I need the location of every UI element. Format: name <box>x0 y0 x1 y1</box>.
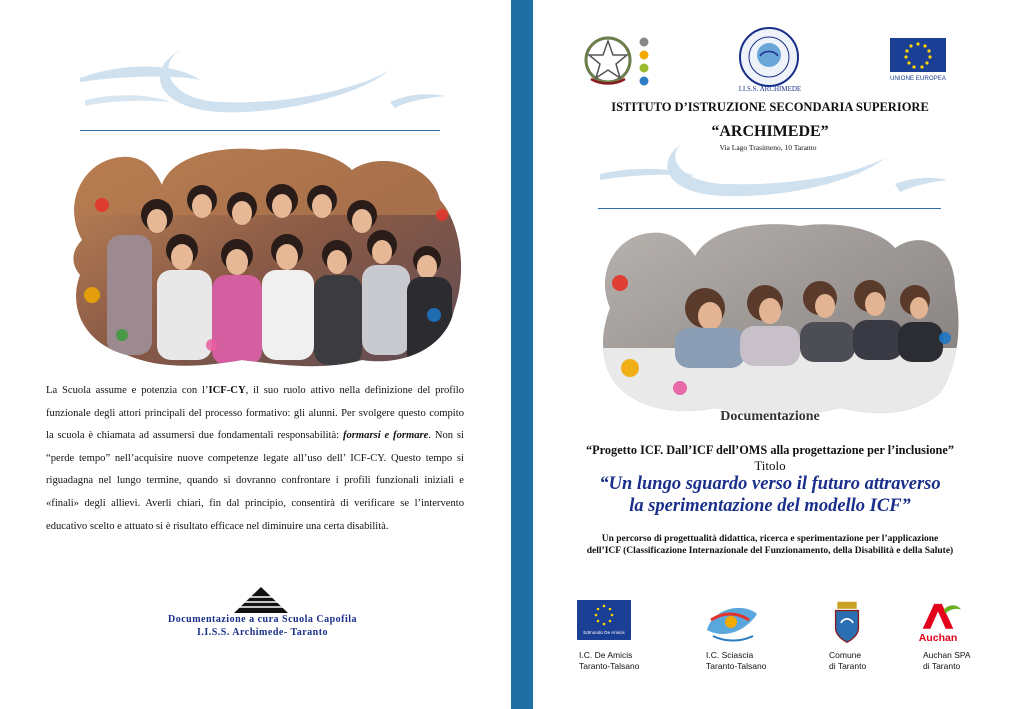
footer-credit-line1: Documentazione a cura Scuola Capofila <box>167 614 358 625</box>
divider-rule-right <box>598 208 941 209</box>
divider-rule <box>80 130 440 131</box>
sciascia-logo <box>703 600 761 644</box>
partner-name: Comune <box>829 650 862 660</box>
auchan-logo <box>912 600 964 644</box>
main-title <box>530 473 1010 517</box>
students-group-photo <box>62 145 470 373</box>
eu-flag-logo <box>888 36 948 82</box>
partner-comune <box>829 650 866 672</box>
project-title: “Progetto ICF. Dall’ICF dell’OMS alla progettazione per l’inclusione” <box>586 443 954 457</box>
emphasis-formarsi: formarsi e formare <box>342 430 429 442</box>
body-part-3: . Non si “perde tempo” nell’acquisire nuove competenze legate all’uso dell’ ICF-CY. Questo tempo si riguadagna nel lungo termine, quando si dovranno confrontare i profili funzionali iniziali e «finali» degli allievi. Averli chiari, fin dal principio, consentirà di verificare se l’intervento educativo scelto e attuato si è risultato efficace nel diminuire una certa disabilità. <box>46 430 465 532</box>
body-part-2: , il suo ruolo attivo nella definizione del profilo funzionale degli attori principali del processo formativo: gli alunni. Per svolgere questo compito la scuola è chiamata ad assumersi due fondamentali responsabilità: <box>46 385 464 442</box>
iiss-archimede-seal <box>738 26 800 88</box>
auchan-logo-text: Auchan <box>918 632 958 644</box>
body-part-1: La Scuola assume e potenzia con l’ <box>46 385 209 396</box>
partner-place: Taranto-Talsano <box>706 661 767 671</box>
partner-name: I.C. De Amicis <box>579 650 633 660</box>
de-amicis-logo <box>577 600 631 644</box>
eu-label: UNIONE EUROPEA <box>889 75 947 82</box>
footer-credit-line2: I.I.S.S. Archimede- Taranto <box>196 627 329 638</box>
archimede-pyramid-logo <box>232 585 290 615</box>
documentation-label: Documentazione <box>720 409 820 424</box>
partner-place: di Taranto <box>829 661 867 671</box>
comune-taranto-crest <box>830 600 864 644</box>
project-description <box>540 533 1000 557</box>
partner-name: Auchan SPA <box>923 650 971 660</box>
italian-republic-emblem <box>583 35 633 87</box>
partner-name: I.C. Sciascia <box>706 650 754 660</box>
de-amicis-logo-text: Edmondo De Amicis <box>583 630 625 635</box>
partner-auchan <box>923 650 971 672</box>
description-line1: Un percorso di progettualità didattica, ricerca e sperimentazione per l’applicazione <box>601 534 939 544</box>
description-line2: dell’ICF (Classificazione Internazionale del Funzionamento, della Disabilità e della Salute) <box>586 546 954 556</box>
partner-sciascia <box>706 650 766 672</box>
institute-heading: ISTITUTO D’ISTRUZIONE SECONDARIA SUPERIORE <box>611 100 929 114</box>
intro-paragraph <box>46 380 464 538</box>
decorative-swoosh <box>60 40 450 120</box>
partner-de-amicis <box>579 650 639 672</box>
partner-place: Taranto-Talsano <box>579 661 640 671</box>
color-dots-icon <box>636 36 652 90</box>
icf-cy-term: ICF-CY <box>208 385 246 396</box>
school-logo-caption: I.I.S.S. ARCHIMEDE <box>738 85 802 93</box>
titolo-label: Titolo <box>754 458 786 473</box>
partner-place: di Taranto <box>923 661 961 671</box>
teachers-workshop-photo <box>595 218 960 418</box>
binding-spine <box>511 0 533 709</box>
main-title-line1: “Un lungo sguardo verso il futuro attraverso <box>599 474 941 494</box>
school-name-heading: “ARCHIMEDE” <box>711 123 829 140</box>
school-address: Via Lago Trasimeno, 10 Taranto <box>719 143 817 152</box>
main-title-line2: la sperimentazione del modello ICF” <box>629 496 911 516</box>
decorative-swoosh-right <box>595 138 950 208</box>
